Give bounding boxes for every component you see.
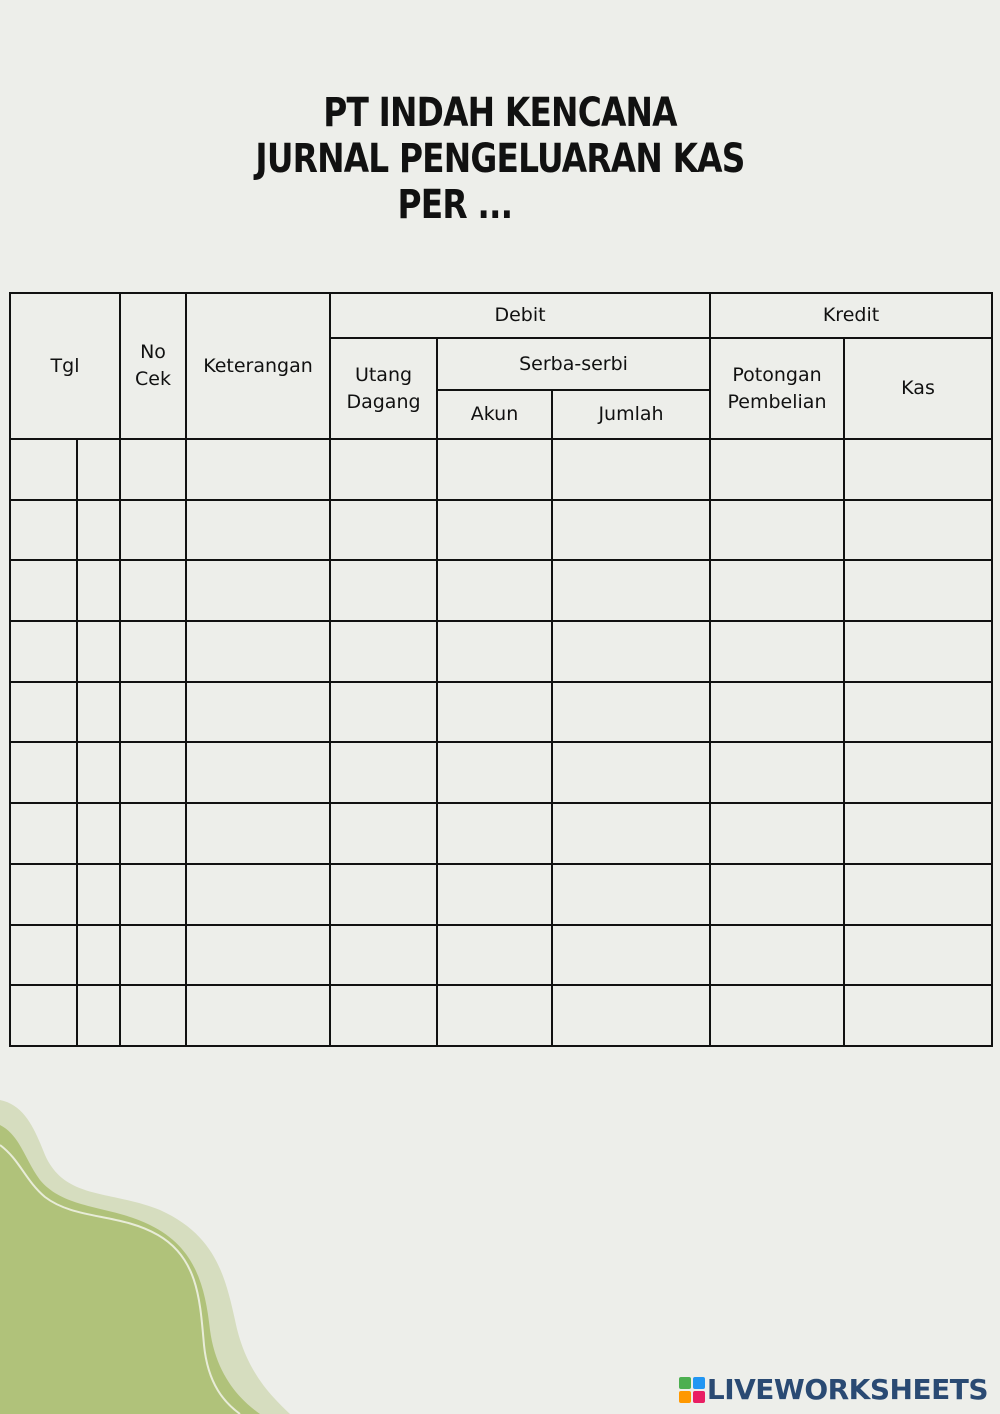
cell-keterangan[interactable] <box>186 500 330 561</box>
cell-no-cek[interactable] <box>120 742 186 803</box>
logo-mark-icon <box>679 1377 705 1403</box>
cell-jumlah[interactable] <box>552 439 710 500</box>
cell-potongan-pembelian[interactable] <box>710 985 844 1046</box>
cell-tgl-day[interactable] <box>77 925 120 986</box>
cell-no-cek[interactable] <box>120 560 186 621</box>
cell-tgl-day[interactable] <box>77 621 120 682</box>
header-potongan-pembelian: Potongan Pembelian <box>710 338 844 439</box>
header-tgl: Tgl <box>10 293 120 439</box>
period-label: PER ... <box>397 182 513 228</box>
cell-tgl-day[interactable] <box>77 500 120 561</box>
header-no-cek: No Cek <box>120 293 186 439</box>
cell-akun[interactable] <box>437 439 552 500</box>
cell-utang-dagang[interactable] <box>330 925 437 986</box>
table-row <box>10 985 992 1046</box>
cell-potongan-pembelian[interactable] <box>710 500 844 561</box>
cell-jumlah[interactable] <box>552 925 710 986</box>
cell-keterangan[interactable] <box>186 803 330 864</box>
cell-potongan-pembelian[interactable] <box>710 742 844 803</box>
cell-kas[interactable] <box>844 742 992 803</box>
cell-potongan-pembelian[interactable] <box>710 925 844 986</box>
cell-potongan-pembelian[interactable] <box>710 803 844 864</box>
header-utang-dagang: Utang Dagang <box>330 338 437 439</box>
cell-tgl-day[interactable] <box>77 803 120 864</box>
cell-tgl-month[interactable] <box>10 621 77 682</box>
cell-tgl-month[interactable] <box>10 925 77 986</box>
table-row <box>10 803 992 864</box>
cell-utang-dagang[interactable] <box>330 621 437 682</box>
table-row <box>10 682 992 743</box>
cell-jumlah[interactable] <box>552 742 710 803</box>
cell-tgl-day[interactable] <box>77 682 120 743</box>
cell-jumlah[interactable] <box>552 803 710 864</box>
cell-utang-dagang[interactable] <box>330 864 437 925</box>
cell-tgl-month[interactable] <box>10 500 77 561</box>
header-keterangan: Keterangan <box>186 293 330 439</box>
cell-jumlah[interactable] <box>552 621 710 682</box>
cell-keterangan[interactable] <box>186 742 330 803</box>
cell-akun[interactable] <box>437 742 552 803</box>
cell-no-cek[interactable] <box>120 925 186 986</box>
header-akun: Akun <box>437 390 552 439</box>
cell-akun[interactable] <box>437 560 552 621</box>
cell-tgl-month[interactable] <box>10 985 77 1046</box>
cell-utang-dagang[interactable] <box>330 682 437 743</box>
cell-no-cek[interactable] <box>120 621 186 682</box>
cell-kas[interactable] <box>844 439 992 500</box>
cell-kas[interactable] <box>844 864 992 925</box>
cell-utang-dagang[interactable] <box>330 742 437 803</box>
cell-no-cek[interactable] <box>120 500 186 561</box>
cell-no-cek[interactable] <box>120 439 186 500</box>
header-serba-serbi: Serba-serbi <box>437 338 710 390</box>
cell-tgl-day[interactable] <box>77 985 120 1046</box>
cell-jumlah[interactable] <box>552 864 710 925</box>
cell-jumlah[interactable] <box>552 500 710 561</box>
document-header <box>90 90 910 228</box>
cell-keterangan[interactable] <box>186 439 330 500</box>
table-row <box>10 925 992 986</box>
cell-keterangan[interactable] <box>186 560 330 621</box>
cell-no-cek[interactable] <box>120 682 186 743</box>
cell-potongan-pembelian[interactable] <box>710 621 844 682</box>
cell-tgl-month[interactable] <box>10 742 77 803</box>
decorative-wave <box>0 1095 300 1414</box>
cell-potongan-pembelian[interactable] <box>710 864 844 925</box>
cell-potongan-pembelian[interactable] <box>710 439 844 500</box>
header-kredit: Kredit <box>710 293 992 338</box>
cell-tgl-month[interactable] <box>10 560 77 621</box>
cell-jumlah[interactable] <box>552 682 710 743</box>
liveworksheets-logo <box>679 1373 988 1406</box>
cell-akun[interactable] <box>437 925 552 986</box>
cell-kas[interactable] <box>844 500 992 561</box>
cell-tgl-month[interactable] <box>10 803 77 864</box>
cell-akun[interactable] <box>437 803 552 864</box>
cell-tgl-month[interactable] <box>10 439 77 500</box>
cell-akun[interactable] <box>437 621 552 682</box>
cell-akun[interactable] <box>437 500 552 561</box>
cell-keterangan[interactable] <box>186 925 330 986</box>
logo-text: LIVEWORKSHEETS <box>706 1373 988 1406</box>
cell-utang-dagang[interactable] <box>330 439 437 500</box>
header-jumlah: Jumlah <box>552 390 710 439</box>
header-kas: Kas <box>844 338 992 439</box>
cell-akun[interactable] <box>437 682 552 743</box>
cell-utang-dagang[interactable] <box>330 985 437 1046</box>
cell-potongan-pembelian[interactable] <box>710 682 844 743</box>
cell-no-cek[interactable] <box>120 803 186 864</box>
cell-keterangan[interactable] <box>186 864 330 925</box>
company-name: PT INDAH KENCANA <box>323 90 677 136</box>
table-row <box>10 864 992 925</box>
cell-jumlah[interactable] <box>552 985 710 1046</box>
cell-utang-dagang[interactable] <box>330 500 437 561</box>
cell-kas[interactable] <box>844 925 992 986</box>
cell-no-cek[interactable] <box>120 985 186 1046</box>
cell-kas[interactable] <box>844 560 992 621</box>
cell-utang-dagang[interactable] <box>330 803 437 864</box>
cell-jumlah[interactable] <box>552 560 710 621</box>
cell-kas[interactable] <box>844 985 992 1046</box>
cell-keterangan[interactable] <box>186 621 330 682</box>
table-row <box>10 742 992 803</box>
table-row <box>10 560 992 621</box>
cell-akun[interactable] <box>437 985 552 1046</box>
cell-tgl-day[interactable] <box>77 742 120 803</box>
cash-disbursement-journal-table <box>9 292 993 1047</box>
cell-akun[interactable] <box>437 864 552 925</box>
cell-tgl-day[interactable] <box>77 560 120 621</box>
table-row <box>10 621 992 682</box>
header-debit: Debit <box>330 293 710 338</box>
cell-potongan-pembelian[interactable] <box>710 560 844 621</box>
cell-keterangan[interactable] <box>186 985 330 1046</box>
cell-tgl-month[interactable] <box>10 682 77 743</box>
cell-no-cek[interactable] <box>120 864 186 925</box>
table-row <box>10 439 992 500</box>
cell-tgl-day[interactable] <box>77 864 120 925</box>
cell-tgl-month[interactable] <box>10 864 77 925</box>
cell-keterangan[interactable] <box>186 682 330 743</box>
journal-title: JURNAL PENGELUARAN KAS <box>255 136 745 182</box>
journal-body <box>10 439 992 1046</box>
cell-tgl-day[interactable] <box>77 439 120 500</box>
cell-kas[interactable] <box>844 682 992 743</box>
cell-utang-dagang[interactable] <box>330 560 437 621</box>
cell-kas[interactable] <box>844 803 992 864</box>
table-row <box>10 500 992 561</box>
cell-kas[interactable] <box>844 621 992 682</box>
